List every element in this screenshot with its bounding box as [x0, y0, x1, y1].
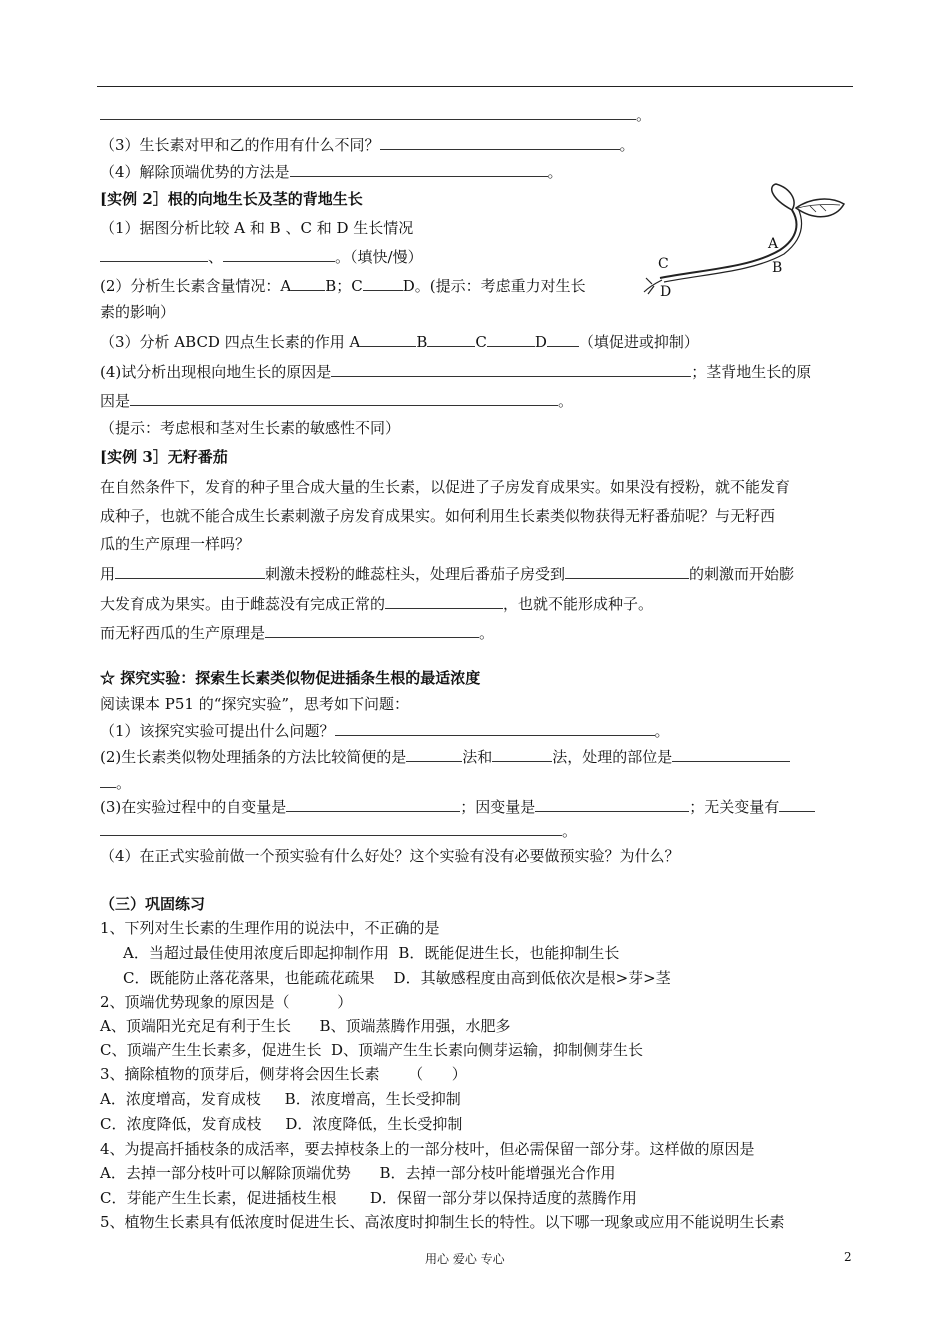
- line-16: 用 刺激未授粉的雌蕊柱头，处理后番茄子房受到 的刺激而开始膨: [100, 565, 795, 583]
- question-3-options-cd: C．浓度降低，发育成枝 D．浓度降低，生长受抑制: [100, 1115, 463, 1133]
- line-6: (2）分析生长素含量情况：A B；C D。(提示：考虑重力对生长: [100, 277, 586, 295]
- label-b: B: [772, 260, 783, 276]
- example2-title: [实例 2］根的向地生长及茎的背地生长: [100, 190, 363, 208]
- line-10: 因是 。: [100, 392, 574, 410]
- line-11: （提示：考虑根和茎对生长素的敏感性不同）: [100, 419, 401, 437]
- line-2: （4）解除顶端优势的方法是 。: [100, 163, 563, 181]
- line-21: （1）该探究实验可提出什么问题？ 。: [100, 722, 670, 740]
- footer-motto: 用心 爱心 专心: [425, 1252, 505, 1266]
- line-9: (4)试分析出现根向地生长的原因是 ；茎背地生长的原: [100, 363, 812, 381]
- question-1-options-ab: A．当超过最佳使用浓度后即起抑制作用 B．既能促进生长，也能抑制生长: [123, 944, 620, 962]
- header-rule: [97, 86, 853, 87]
- question-1: 1、下列对生长素的生理作用的说法中，不正确的是: [100, 919, 440, 937]
- page-number: 2: [844, 1250, 852, 1264]
- line-18: 而无籽西瓜的生产原理是 。: [100, 624, 495, 642]
- seedling-figure: [640, 178, 850, 308]
- line-20: 阅读课本 P51 的“探究实验”，思考如下问题：: [100, 695, 410, 713]
- line-15: 瓜的生产原理一样吗？: [100, 535, 251, 553]
- line-8: （3）分析 ABCD 四点生长素的作用 A B C D （填促进或抑制）: [100, 333, 699, 351]
- line-7: 素的影响）: [100, 303, 176, 321]
- label-a: A: [768, 236, 779, 252]
- question-4-options-cd: C．芽能产生生长素，促进插枝生根 D．保留一部分芽以保持适度的蒸腾作用: [100, 1189, 637, 1207]
- question-3-options-ab: A．浓度增高，发育成枝 B．浓度增高，生长受抑制: [100, 1090, 461, 1108]
- question-2-options-ab: A、顶端阳光充足有利于生长 B、顶端蒸腾作用强，水肥多: [100, 1017, 511, 1035]
- line-24: (3)在实验过程中的自变量是 ；因变量是 ；无关变量有: [100, 796, 815, 817]
- line-25: 。: [100, 820, 577, 841]
- practice-title: （三）巩固练习: [100, 895, 206, 913]
- question-4-options-ab: A．去掉一部分枝叶可以解除顶端优势 B．去掉一部分枝叶能增强光合作用: [100, 1164, 616, 1182]
- line-17: 大发育成为果实。由于雌蕊没有完成正常的 ，也就不能形成种子。: [100, 595, 654, 613]
- question-4: 4、为提高扦插枝条的成活率，要去掉枝条上的一部分枝叶，但必需保留一部分芽。这样做的原因是: [100, 1140, 755, 1158]
- line-22: (2)生长素类似物处理插条的方法比较简便的是 法和 法，处理的部位是: [100, 746, 790, 767]
- question-2-options-cd: C、顶端产生生长素多，促进生长 D、顶端产生生长素向侧芽运输，抑制侧芽生长: [100, 1041, 644, 1059]
- label-c: C: [658, 256, 669, 272]
- question-2: 2、顶端优势现象的原因是（ ）: [100, 993, 353, 1011]
- line-26: （4）在正式实验前做一个预实验有什么好处？这个实验有没有必要做预实验？为什么？: [100, 847, 680, 865]
- line-23: 。: [100, 772, 131, 793]
- line-13: 在自然条件下，发育的种子里合成大量的生长素，以促进了子房发育成果实。如果没有授粉，就不能发育: [100, 478, 791, 496]
- seedling-leaf-right: [796, 199, 844, 217]
- line-4: （1）据图分析比较 A 和 B 、C 和 D 生长情况: [100, 219, 414, 237]
- label-d: D: [660, 284, 672, 300]
- example3-title: [实例 3］无籽番茄: [100, 448, 228, 466]
- question-5: 5、植物生长素具有低浓度时促进生长、高浓度时抑制生长的特性。以下哪一现象或应用不能说明生长素: [100, 1213, 785, 1231]
- seedling-leaf-left: [772, 184, 794, 210]
- explore-title: ☆ 探究实验：探索生长素类似物促进插条生根的最适浓度: [100, 669, 481, 687]
- question-3: 3、摘除植物的顶芽后，侧芽将会因生长素 （ ）: [100, 1065, 467, 1083]
- question-1-options-cd: C．既能防止落花落果，也能疏花疏果 D．其敏感程度由高到低依次是根>芽>茎: [123, 969, 671, 987]
- line-0: 。: [100, 104, 651, 125]
- line-14: 成种子，也就不能合成生长素刺激子房发育成果实。如何利用生长素类似物获得无籽番茄呢？与无籽西: [100, 507, 776, 525]
- line-5: 、 。（填快/慢）: [100, 246, 423, 267]
- line-1: （3）生长素对甲和乙的作用有什么不同？ 。: [100, 136, 635, 154]
